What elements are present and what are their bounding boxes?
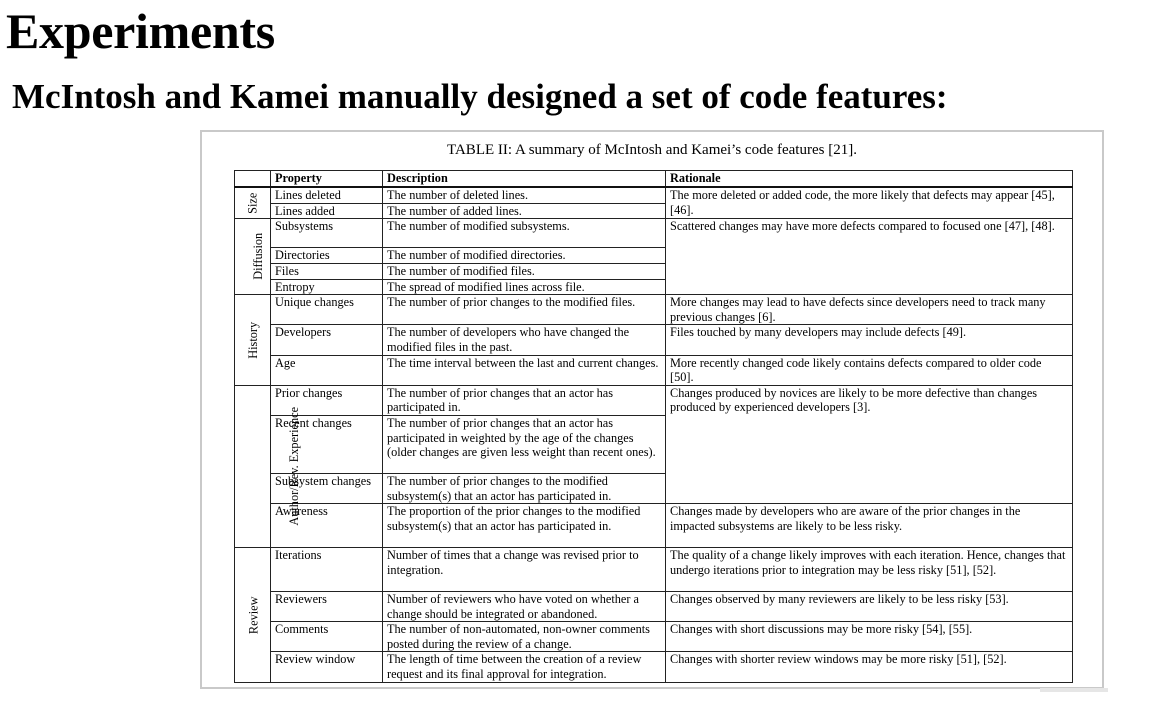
table-row	[235, 295, 1073, 325]
description-cell: The number of prior changes that an actor has participated in weighted by the age of the changes (older changes are given less weight than recent ones).	[383, 415, 666, 473]
property-cell: Entropy	[271, 279, 383, 295]
description-cell: The number of prior changes to the modified files.	[383, 295, 666, 325]
rationale-cell: Files touched by many developers may include defects [49].	[666, 325, 1073, 355]
table-row	[235, 187, 1073, 203]
rationale-cell: Changes with short discussions may be more risky [54], [55].	[666, 622, 1073, 652]
rationale-cell: Scattered changes may have more defects compared to focused one [47], [48].	[666, 219, 1073, 295]
table-row	[235, 592, 1073, 622]
header-rationale: Rationale	[666, 171, 1073, 188]
table-row	[235, 385, 1073, 415]
property-cell: Reviewers	[271, 592, 383, 622]
property-cell: Recent changes	[271, 415, 383, 473]
property-cell: Comments	[271, 622, 383, 652]
image-artifact	[1040, 688, 1108, 692]
property-cell: Age	[271, 355, 383, 385]
description-cell: Number of times that a change was revised prior to integration.	[383, 548, 666, 592]
property-cell: Files	[271, 263, 383, 279]
rationale-cell: Changes made by developers who are aware of the prior changes in the impacted subsystems are likely to be less risky.	[666, 504, 1073, 548]
property-cell: Awareness	[271, 504, 383, 548]
rationale-cell: More recently changed code likely contains defects compared to older code [50].	[666, 355, 1073, 385]
description-cell: The spread of modified lines across file.	[383, 279, 666, 295]
description-cell: The number of modified directories.	[383, 248, 666, 264]
rationale-cell: Changes produced by novices are likely to be more defective than changes produced by experienced developers [3].	[666, 385, 1073, 504]
rationale-cell: Changes observed by many reviewers are likely to be less risky [53].	[666, 592, 1073, 622]
slide-subtitle: McIntosh and Kamei manually designed a set of code features:	[12, 77, 948, 116]
description-cell: The number of prior changes that an actor has participated in.	[383, 385, 666, 415]
description-cell: The number of developers who have changed the modified files in the past.	[383, 325, 666, 355]
rationale-cell: The quality of a change likely improves with each iteration. Hence, changes that undergo iterations prior to integration may be less risky [51], [52].	[666, 548, 1073, 592]
table-row	[235, 504, 1073, 548]
property-cell: Unique changes	[271, 295, 383, 325]
property-cell: Review window	[271, 652, 383, 682]
rationale-cell: Changes with shorter review windows may be more risky [51], [52].	[666, 652, 1073, 682]
property-cell: Directories	[271, 248, 383, 264]
table-header-row	[235, 171, 1073, 188]
description-cell: The number of deleted lines.	[383, 187, 666, 203]
description-cell: The number of added lines.	[383, 203, 666, 219]
group-experience: Author/Rev. Experience	[235, 385, 271, 548]
property-cell: Subsystem changes	[271, 474, 383, 504]
description-cell: Number of reviewers who have voted on whether a change should be integrated or abandoned.	[383, 592, 666, 622]
property-cell: Lines added	[271, 203, 383, 219]
table-caption: TABLE II: A summary of McIntosh and Kamei’s code features [21].	[447, 142, 857, 158]
description-cell: The number of non-automated, non-owner comments posted during the review of a change.	[383, 622, 666, 652]
property-cell: Prior changes	[271, 385, 383, 415]
description-cell: The time interval between the last and current changes.	[383, 355, 666, 385]
table-row	[235, 325, 1073, 355]
table-row	[235, 652, 1073, 682]
description-cell: The number of modified files.	[383, 263, 666, 279]
slide-title: Experiments	[6, 3, 275, 59]
header-property: Property	[271, 171, 383, 188]
table-row	[235, 355, 1073, 385]
rationale-cell: More changes may lead to have defects since developers need to track many previous changes [6].	[666, 295, 1073, 325]
description-cell: The length of time between the creation of a review request and its final approval for integration.	[383, 652, 666, 682]
property-cell: Iterations	[271, 548, 383, 592]
group-size: Size	[235, 187, 271, 219]
table-row	[235, 219, 1073, 248]
table-figure	[200, 130, 1104, 689]
table-row	[235, 548, 1073, 592]
description-cell: The number of modified subsystems.	[383, 219, 666, 248]
table-row	[235, 622, 1073, 652]
property-cell: Lines deleted	[271, 187, 383, 203]
property-cell: Subsystems	[271, 219, 383, 248]
header-group	[235, 171, 271, 188]
description-cell: The proportion of the prior changes to the modified subsystem(s) that an actor has participated in.	[383, 504, 666, 548]
group-diffusion: Diffusion	[235, 219, 271, 295]
header-description: Description	[383, 171, 666, 188]
description-cell: The number of prior changes to the modified subsystem(s) that an actor has participated in.	[383, 474, 666, 504]
group-review: Review	[235, 548, 271, 682]
group-history: History	[235, 295, 271, 386]
features-table	[234, 170, 1073, 683]
rationale-cell: The more deleted or added code, the more likely that defects may appear [45], [46].	[666, 187, 1073, 219]
property-cell: Developers	[271, 325, 383, 355]
